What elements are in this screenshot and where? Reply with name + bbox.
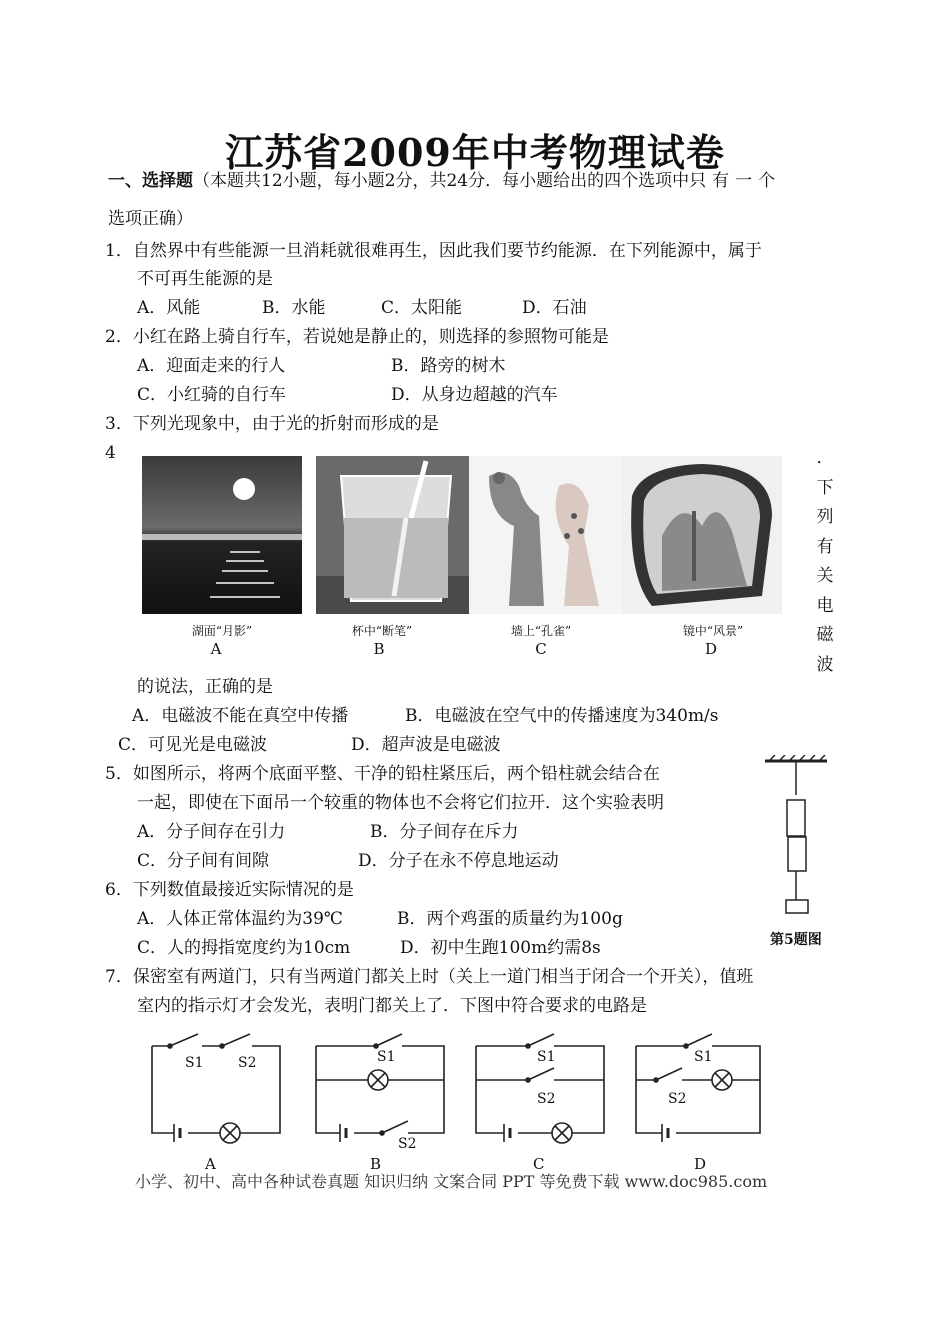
q4-option-c: C．可见光是电磁波	[118, 735, 268, 755]
q4-stem: 的说法，正确的是	[137, 677, 273, 697]
section-header	[108, 170, 781, 192]
q2-option-a: A．迎面走来的行人	[137, 356, 286, 376]
page-footer: 小学、初中、高中各种试卷真题 知识归纳 文案合同 PPT 等免费下载 www.doc985.com	[135, 1172, 768, 1191]
q4-vertical-text	[815, 444, 835, 680]
q3-letter-a: A	[210, 640, 222, 658]
q7-a-s1-label: S1	[185, 1055, 204, 1071]
q1-option-c: C．太阳能	[381, 298, 463, 318]
q4-vchar: 波	[816, 654, 834, 675]
q7-a-s2-label: S2	[238, 1055, 257, 1071]
q2-option-b: B．路旁的树木	[391, 356, 506, 376]
q2-option-c: C．小红骑的自行车	[137, 385, 287, 405]
section-desc-2: 选项正确）	[108, 209, 193, 229]
section-label: 一、选择题	[108, 171, 193, 191]
q4-vchar: 关	[816, 566, 834, 586]
q5-figure-caption: 第5题图	[770, 932, 822, 948]
q5-option-d: D．分子在永不停息地运动	[358, 851, 559, 871]
q4-vchar: ．	[816, 448, 834, 468]
q3-image-a-moon	[142, 456, 302, 614]
q7-letter-b: B	[370, 1155, 382, 1173]
q7-stem-1: 7．保密室有两道门，只有当两道门都关上时（关上一道门相当于闭合一个开关），值班	[105, 967, 754, 987]
q4-option-a: A．电磁波不能在真空中传播	[132, 706, 349, 726]
q6-stem: 6．下列数值最接近实际情况的是	[105, 880, 354, 900]
q3-letter-c: C	[535, 640, 547, 658]
q6-option-a: A．人体正常体温约为39℃	[137, 909, 343, 929]
q5-figure-lead-cylinders	[765, 755, 835, 925]
q7-c-s1-label: S1	[537, 1049, 556, 1065]
q3-image-b-glass	[316, 456, 476, 614]
q7-letter-c: C	[533, 1155, 545, 1173]
q3-stem: 3．下列光现象中，由于光的折射而形成的是	[105, 414, 439, 434]
section-emphasis: 只有一个	[689, 171, 782, 191]
q3-letter-d: D	[704, 640, 718, 658]
q1-option-d: D．石油	[522, 298, 587, 318]
q7-b-s2-label: S2	[398, 1136, 417, 1152]
q3-image-c-shadow	[469, 456, 629, 614]
q3-caption-d: 镜中“风景”	[682, 624, 744, 638]
q5-stem-1: 5．如图所示，将两个底面平整、干净的铅柱紧压后，两个铅柱就会结合在	[105, 764, 660, 784]
q2-option-d: D．从身边超越的汽车	[391, 385, 558, 405]
q6-option-b: B．两个鸡蛋的质量约为100g	[397, 909, 623, 929]
q5-stem-2: 一起，即使在下面吊一个较重的物体也不会将它们拉开．这个实验表明	[137, 793, 664, 813]
page-title: 江苏省2009年中考物理试卷	[225, 130, 725, 175]
q7-d-s2-label: S2	[668, 1091, 687, 1107]
q4-vchar: 电	[816, 595, 834, 616]
q3-image-d-mirror	[622, 456, 782, 614]
q4-option-b: B．电磁波在空气中的传播速度为340m/s	[405, 706, 719, 726]
q7-c-s2-label: S2	[537, 1091, 556, 1107]
q7-d-s1-label: S1	[694, 1049, 713, 1065]
q5-option-b: B．分子间存在斥力	[370, 822, 519, 842]
q7-letter-d: D	[694, 1155, 707, 1173]
q1-stem-1: 1．自然界中有些能源一旦消耗就很难再生，因此我们要节约能源．在下列能源中，属于	[105, 241, 762, 261]
q5-option-a: A．分子间存在引力	[137, 822, 286, 842]
q4-option-d: D．超声波是电磁波	[351, 735, 501, 755]
q5-option-c: C．分子间有间隙	[137, 851, 270, 871]
q7-stem-2: 室内的指示灯才会发光，表明门都关上了．下图中符合要求的电路是	[137, 996, 647, 1016]
q1-option-a: A．风能	[137, 298, 201, 318]
q7-letter-a: A	[205, 1155, 216, 1173]
q3-caption-a: 湖面“月影”	[191, 624, 253, 638]
q6-option-d: D．初中生跑100m约需8s	[400, 938, 601, 958]
q6-option-c: C．人的拇指宽度约为10cm	[137, 938, 351, 958]
q4-vchar: 列	[816, 507, 834, 527]
q2-stem: 2．小红在路上骑自行车，若说她是静止的，则选择的参照物可能是	[105, 327, 609, 347]
q3-caption-c: 墙上“孔雀”	[510, 624, 572, 638]
q4-vchar: 有	[816, 536, 834, 557]
q3-letter-b: B	[373, 640, 385, 658]
q3-caption-b: 杯中“断笔”	[351, 624, 413, 638]
q1-stem-2: 不可再生能源的是	[137, 269, 273, 289]
q7-b-s1-label: S1	[377, 1049, 396, 1065]
q1-option-b: B．水能	[262, 298, 326, 318]
section-desc: （本题共12小题，每小题2分，共24分．每小题给出的四个选项中	[193, 171, 690, 191]
q4-vchar: 下	[816, 477, 834, 498]
q4-vchar: 磁	[816, 625, 834, 645]
q4-number: 4	[105, 443, 116, 463]
